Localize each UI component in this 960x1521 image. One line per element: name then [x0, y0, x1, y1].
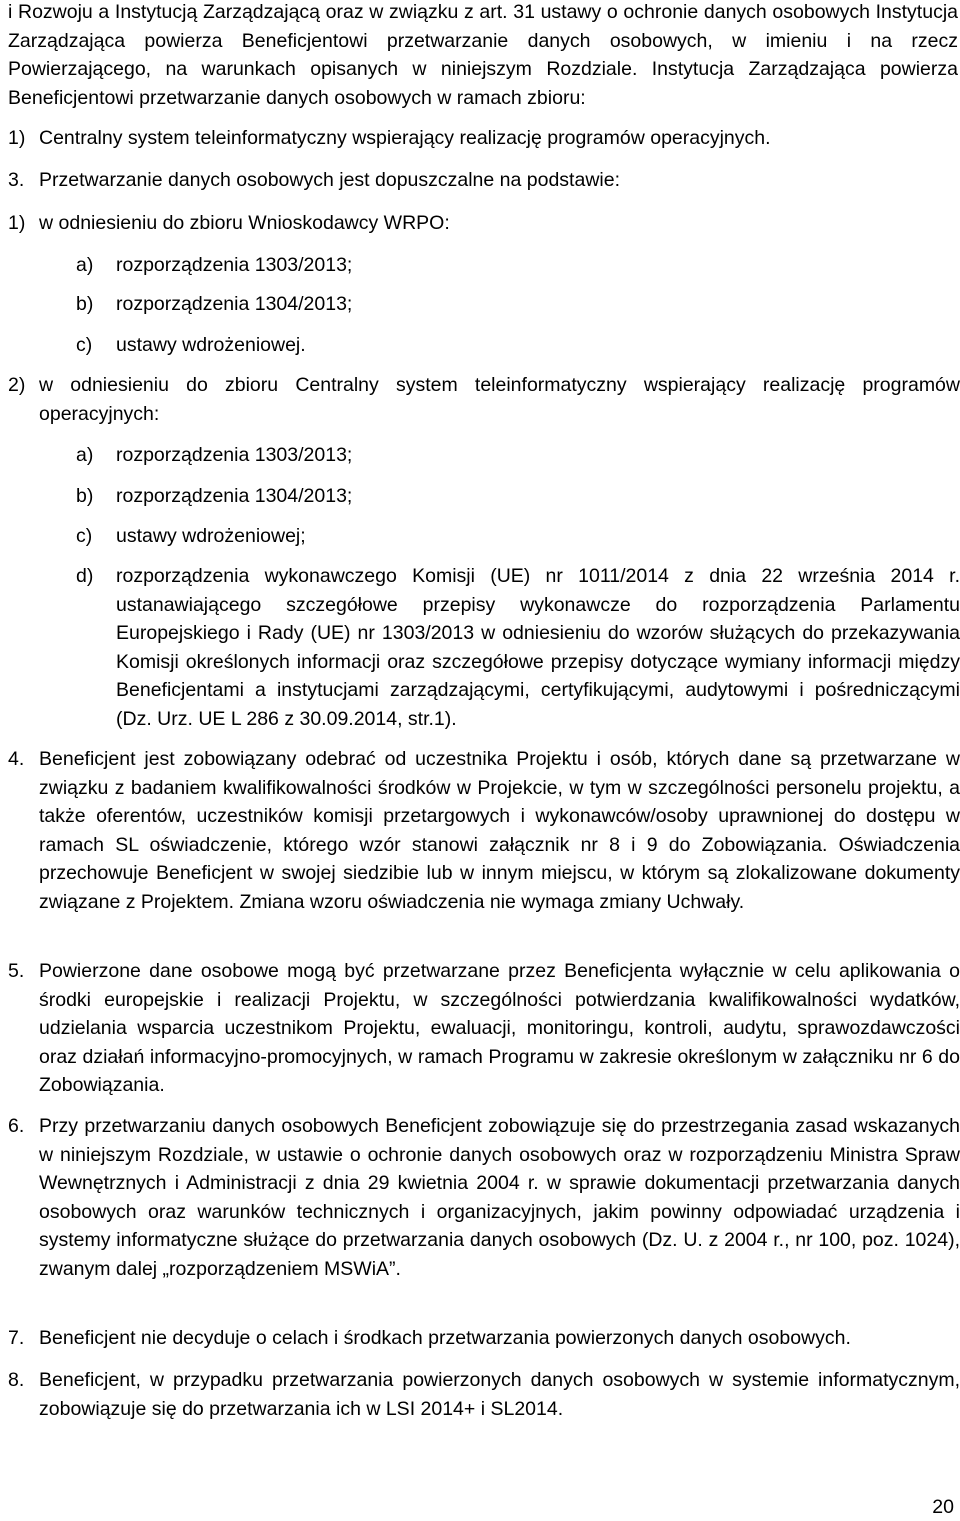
paragraph-6 [8, 1112, 960, 1283]
subitem-number: 1) [8, 212, 26, 234]
paragraph-text: Przetwarzanie danych osobowych jest dopuszczalne na podstawie: [39, 169, 621, 191]
paragraph-number: 7. [8, 1327, 25, 1349]
paragraph-number: 3. [8, 169, 25, 191]
letter-label: d) [76, 565, 94, 587]
paragraph-number: 8. [8, 1369, 25, 1391]
letter-label: b) [76, 293, 94, 315]
paragraph-3 [8, 166, 960, 195]
paragraph-text: Beneficjent, w przypadku przetwarzania powierzonych danych osobowych w systemie informatycznym, zobowiązuje się do przetwarzania ich w LSI 2014+ i SL2014. [39, 1369, 960, 1420]
subitem-text: w odniesieniu do zbioru Wnioskodawcy WRPO: [39, 212, 450, 234]
letter-label: a) [76, 254, 94, 276]
intro-paragraph: i Rozwoju a Instytucją Zarządzającą oraz w związku z art. 31 ustawy o ochronie danych osobowych Instytucja Zarządzająca powierza Beneficjentowi przetwarzanie danych osobowych, w imieniu i na rzecz Powierzającego, na warunkach opisanych w niniejszym Rozdziale. Instytucja Zarządzająca powierza Beneficjentowi przetwarzanie danych osobowych w ramach zbioru: [8, 1, 958, 109]
paragraph-5 [8, 957, 960, 1100]
letter-label: a) [76, 444, 94, 466]
letter-label: b) [76, 485, 94, 507]
paragraph-text: Przy przetwarzaniu danych osobowych Beneficjent zobowiązuje się do przestrzegania zasad wskazanych w niniejszym Rozdziale, w ustawie o ochronie danych osobowych oraz w rozporządzeniu Ministra Spraw Wewnętrznych i Administracji z dnia 29 kwietnia 2004 r. w sprawie dokumentacji przetwarzania danych osobowych oraz warunków technicznych i organizacyjnych, jakim powinny odpowiadać urządzenia i systemy informatyczne służące do przetwarzania danych osobowych (Dz. U. z 2004 r., nr 100, poz. 1024), zwanym dalej „rozporządzeniem MSWiA”. [39, 1115, 960, 1280]
paragraph-number: 4. [8, 748, 25, 770]
item-number: 1) [8, 127, 26, 149]
paragraph-number: 6. [8, 1115, 25, 1137]
letter-label: c) [76, 525, 93, 547]
letter-text: rozporządzenia 1303/2013; [116, 444, 353, 466]
letter-text: rozporządzenia 1304/2013; [116, 485, 353, 507]
letter-text: ustawy wdrożeniowej; [116, 525, 306, 547]
subitem-3-1 [8, 209, 960, 238]
subitem-text: w odniesieniu do zbioru Centralny system teleinformatyczny wspierający realizację programów operacyjnych: [39, 374, 960, 425]
letter-label: c) [76, 334, 93, 356]
letter-text: rozporządzenia wykonawczego Komisji (UE) nr 1011/2014 z dnia 22 września 2014 r. ustanawiającego szczegółowe przepisy wykonawcze do rozporządzenia Parlamentu Europejskiego i Rady (UE) nr 1303/2013 w odniesieniu do wzorów służących do przekazywania Komisji określonych informacji oraz szczegółowe przepisy dotyczące wymiany informacji między Beneficjentami a instytucjami zarządzającymi, certyfikującymi, audytowymi i pośredniczącymi (Dz. Urz. UE L 286 z 30.09.2014, str.1). [116, 565, 960, 730]
subitem-3-2 [8, 371, 960, 428]
paragraph-number: 5. [8, 960, 25, 982]
item-text: Centralny system teleinformatyczny wspierający realizację programów operacyjnych. [39, 127, 771, 149]
letter-text: rozporządzenia 1304/2013; [116, 293, 353, 315]
subitem-number: 2) [8, 374, 26, 396]
paragraph-text: Powierzone dane osobowe mogą być przetwarzane przez Beneficjenta wyłącznie w celu aplikowania o środki europejskie i realizacji Projektu, w szczególności potwierdzania kwalifikowalności wydatków, udzielania wsparcia uczestnikom Projektu, ewaluacji, monitoringu, kontroli, audytu, sprawozdawczości oraz działań informacyjno-promocyjnych, w ramach Programu w zakresie określonym w załączniku nr 6 do Zobowiązania. [39, 960, 960, 1096]
paragraph-8 [8, 1366, 960, 1423]
paragraph-4 [8, 745, 960, 916]
letter-item-3-2-d [76, 562, 960, 733]
letter-text: ustawy wdrożeniowej. [116, 334, 306, 356]
page-number: 20 [932, 1496, 954, 1518]
paragraph-text: Beneficjent jest zobowiązany odebrać od uczestnika Projektu i osób, których dane są przetwarzane w związku z badaniem kwalifikowalności środków w Projekcie, w tym w szczególności personelu projektu, a także oferentów, uczestników komisji przetargowych i wykonawców/osoby uprawnionej do dostępu w ramach SL oświadczenie, którego wzór stanowi załącznik nr 8 i 9 do Zobowiązania. Oświadczenia przechowuje Beneficjent w swojej siedzibie lub w innym miejscu, w którym są zlokalizowane dokumenty związane z Projektem. Zmiana wzoru oświadczenia nie wymaga zmiany Uchwały. [39, 748, 960, 913]
paragraph-7 [8, 1324, 960, 1353]
paragraph-text: Beneficjent nie decyduje o celach i środkach przetwarzania powierzonych danych osobowych. [39, 1327, 851, 1349]
letter-text: rozporządzenia 1303/2013; [116, 254, 353, 276]
